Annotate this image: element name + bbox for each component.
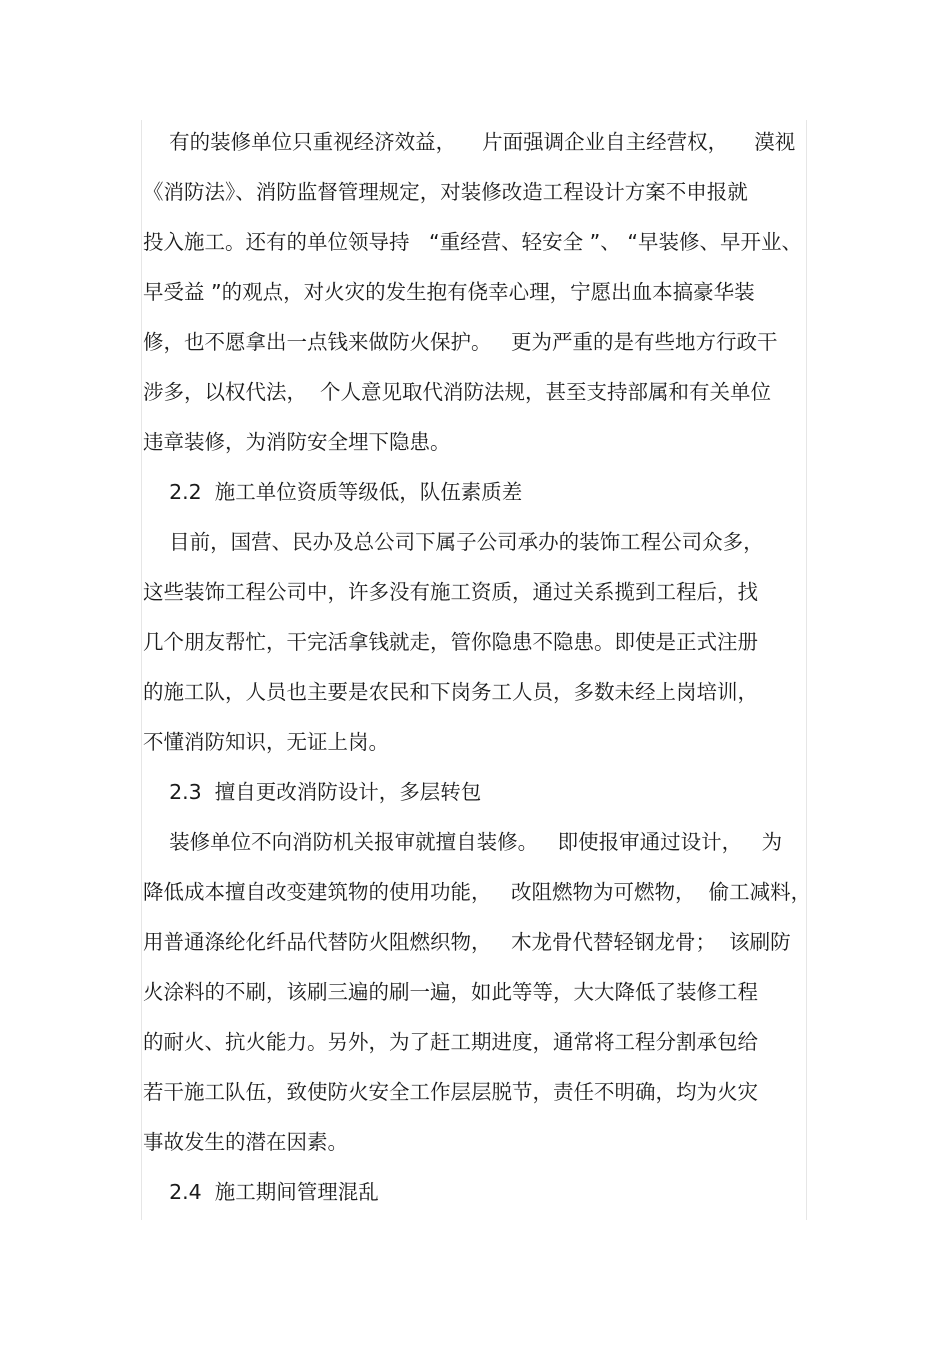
paragraph-line: 的耐火、抗火能力。另外，为了赶工期进度，通常将工程分割承包给 <box>143 1030 758 1054</box>
section-heading: 2.2 施工单位资质等级低，队伍素质差 <box>143 480 523 504</box>
paragraph-line: 不懂消防知识，无证上岗。 <box>143 730 389 754</box>
paragraph-line: 装修单位不向消防机关报审就擅自装修。 即使报审通过设计， 为 <box>143 830 783 854</box>
paragraph-line: 火涂料的不刷，该刷三遍的刷一遍，如此等等，大大降低了装修工程 <box>143 980 758 1004</box>
paragraph-line: 这些装饰工程公司中，许多没有施工资质，通过关系揽到工程后，找 <box>143 580 758 604</box>
paragraph-line: 涉多，以权代法， 个人意见取代消防法规，甚至支持部属和有关单位 <box>143 380 772 404</box>
paragraph-line: 投入施工。还有的单位领导持 “重经营、轻安全 ”、 “早装修、早开业、 <box>143 230 802 254</box>
paragraph-line: 若干施工队伍，致使防火安全工作层层脱节，责任不明确，均为火灾 <box>143 1080 758 1104</box>
paragraph-line: 违章装修，为消防安全埋下隐患。 <box>143 430 451 454</box>
section-heading: 2.3 擅自更改消防设计，多层转包 <box>143 780 482 804</box>
section-heading: 2.4 施工期间管理混乱 <box>143 1180 379 1204</box>
paragraph-line: 用普通涤纶化纤品代替防火阻燃织物， 木龙骨代替轻钢龙骨； 该刷防 <box>143 930 791 954</box>
paragraph-line: 的施工队，人员也主要是农民和下岗务工人员，多数未经上岗培训， <box>143 680 758 704</box>
paragraph-line: 有的装修单位只重视经济效益， 片面强调企业自主经营权， 漠视 <box>143 130 796 154</box>
paragraph-line: 早受益 ”的观点，对火灾的发生抱有侥幸心理，宁愿出血本搞豪华装 <box>143 280 755 304</box>
paragraph-line: 目前，国营、民办及总公司下属子公司承办的装饰工程公司众多， <box>143 530 764 554</box>
paragraph-line: 《消防法》、消防监督管理规定，对装修改造工程设计方案不申报就 <box>143 180 748 204</box>
paragraph-line: 修，也不愿拿出一点钱来做防火保护。 更为严重的是有些地方行政干 <box>143 330 778 354</box>
paragraph-line: 降低成本擅自改变建筑物的使用功能， 改阻燃物为可燃物， 偷工减料， <box>143 880 812 904</box>
paragraph-line: 几个朋友帮忙，干完活拿钱就走，管你隐患不隐患。即使是正式注册 <box>143 630 758 654</box>
paragraph-line: 事故发生的潜在因素。 <box>143 1130 348 1154</box>
